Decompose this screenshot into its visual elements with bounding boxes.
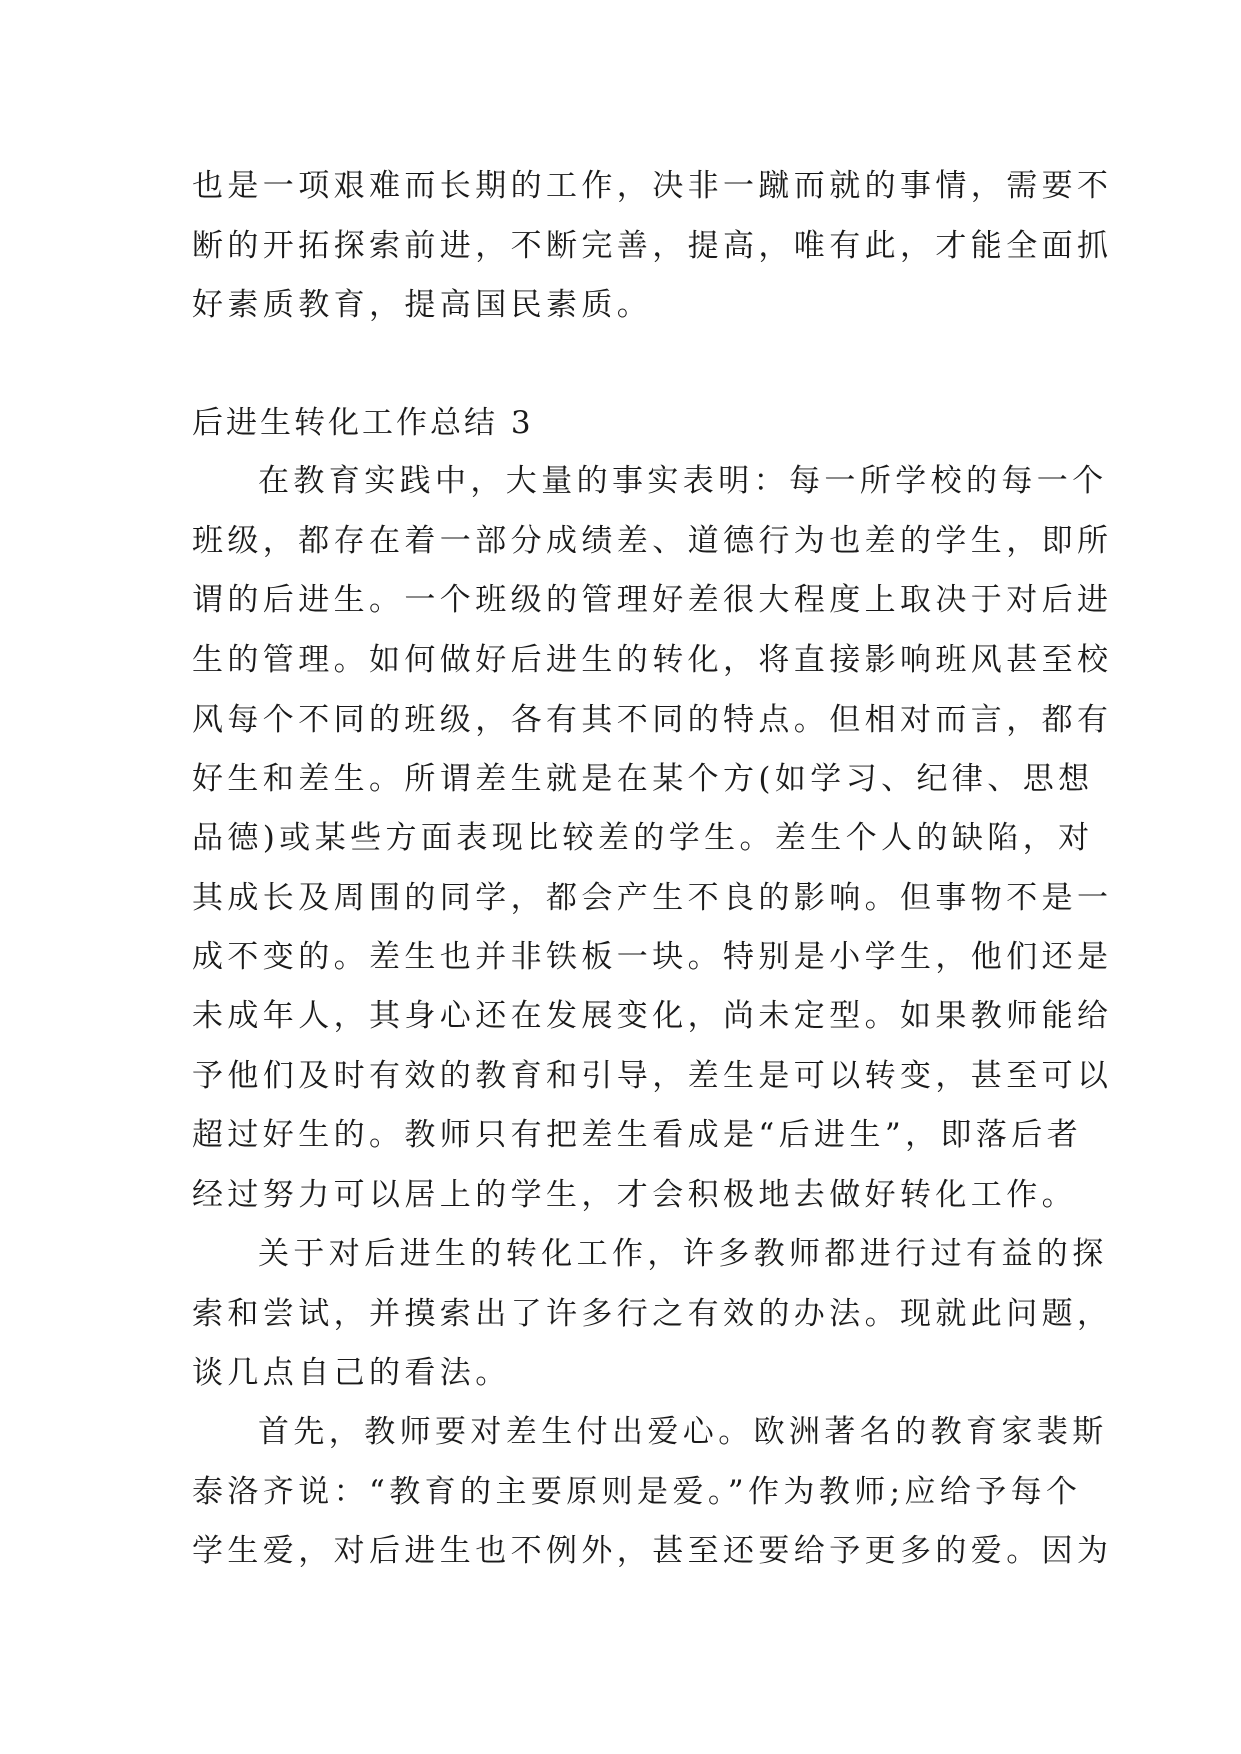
paragraph-line: 学生爱，对后进生也不例外，甚至还要给予更多的爱。因为	[192, 1533, 1113, 1569]
paragraph-line: 班级，都存在着一部分成绩差、道德行为也差的学生，即所	[192, 523, 1113, 559]
paragraph-line: 好生和差生。所谓差生就是在某个方(如学习、纪律、思想	[192, 761, 1094, 797]
paragraph-line: 好素质教育，提高国民素质。	[192, 287, 653, 323]
paragraph-line: 予他们及时有效的教育和引导，差生是可以转变，甚至可以	[192, 1058, 1113, 1094]
paragraph-line: 经过努力可以居上的学生，才会积极地去做好转化工作。	[192, 1177, 1077, 1213]
paragraph-line: 谈几点自己的看法。	[192, 1355, 511, 1391]
paragraph-line: 未成年人，其身心还在发展变化，尚未定型。如果教师能给	[192, 998, 1113, 1034]
paragraph-line: 在教育实践中，大量的事实表明：每一所学校的每一个	[258, 463, 1108, 499]
paragraph-line: 生的管理。如何做好后进生的转化，将直接影响班风甚至校	[192, 642, 1113, 678]
paragraph-line: 品德)或某些方面表现比较差的学生。差生个人的缺陷，对	[192, 820, 1094, 856]
paragraph-line: 首先，教师要对差生付出爱心。欧洲著名的教育家裴斯	[258, 1414, 1108, 1450]
paragraph-line: 也是一项艰难而长期的工作，决非一蹴而就的事情，需要不	[192, 168, 1113, 204]
paragraph-line: 关于对后进生的转化工作，许多教师都进行过有益的探	[258, 1236, 1108, 1272]
paragraph-line: 索和尝试，并摸索出了许多行之有效的办法。现就此问题，	[192, 1296, 1113, 1332]
paragraph-line: 风每个不同的班级，各有其不同的特点。但相对而言，都有	[192, 702, 1113, 738]
paragraph-line: 谓的后进生。一个班级的管理好差很大程度上取决于对后进	[192, 582, 1113, 618]
section-heading: 后进生转化工作总结 3	[192, 405, 534, 441]
paragraph-line: 断的开拓探索前进，不断完善，提高，唯有此，才能全面抓	[192, 228, 1113, 264]
paragraph-line: 其成长及周围的同学，都会产生不良的影响。但事物不是一	[192, 880, 1113, 916]
paragraph-line: 超过好生的。教师只有把差生看成是“后进生”，即落后者	[192, 1117, 1083, 1153]
paragraph-line: 成不变的。差生也并非铁板一块。特别是小学生，他们还是	[192, 939, 1113, 975]
paragraph-line: 泰洛齐说：“教育的主要原则是爱。”作为教师;应给予每个	[192, 1474, 1082, 1510]
